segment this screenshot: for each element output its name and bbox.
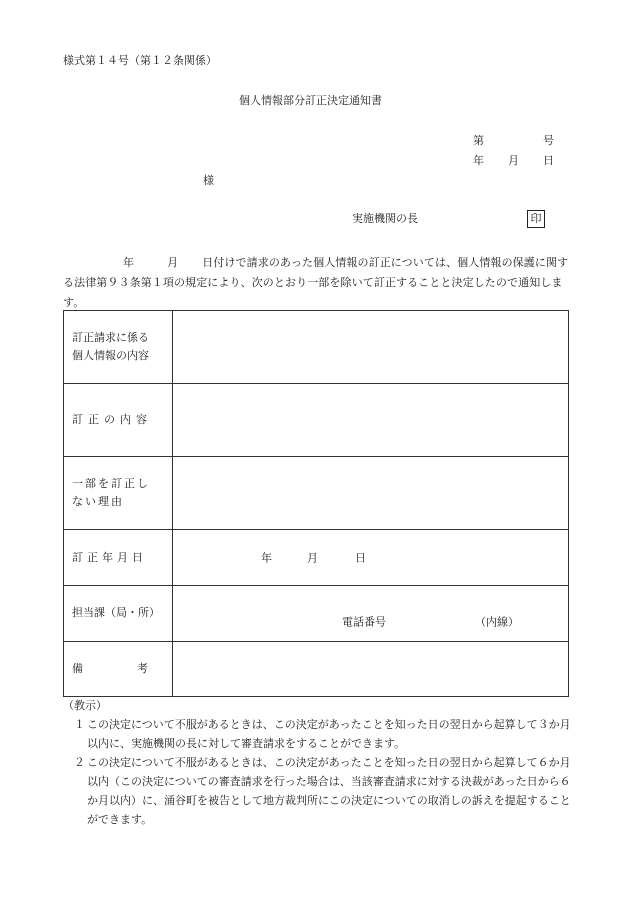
note-item: １ この決定について不服があるときは、この決定があったことを知った日の翌日から起算して３か月以内に、実施機関の長に対して審査請求をすることができます。 bbox=[74, 718, 571, 750]
intro-year: 年 bbox=[123, 256, 135, 269]
notes-heading: （教示） bbox=[63, 699, 107, 712]
table-row bbox=[64, 586, 569, 642]
row-label-department: 担当課（局・所） bbox=[64, 586, 173, 642]
intro-paragraph bbox=[63, 253, 571, 313]
recipient-suffix: 様 bbox=[203, 174, 214, 187]
form-table bbox=[63, 310, 569, 697]
correction-month: 月 bbox=[307, 551, 318, 564]
extension-label: （内線） bbox=[475, 615, 519, 629]
table-row bbox=[64, 384, 569, 457]
doc-number-suffix: 号 bbox=[543, 134, 554, 147]
row-value-refusal-reason bbox=[173, 457, 569, 530]
intro-text: 日付けで請求のあった個人情報の訂正については、個人情報の保護に関する法律第９３条第１項の規定により、次のとおり一部を除いて訂正することと決定したので通知します。 bbox=[63, 256, 569, 309]
issue-day: 日 bbox=[543, 154, 554, 167]
issue-year: 年 bbox=[473, 154, 484, 167]
table-row bbox=[64, 530, 569, 586]
row-value-remarks bbox=[173, 642, 569, 697]
row-label-refusal-reason: 一部を訂正しない理由 bbox=[64, 457, 173, 530]
table-row bbox=[64, 642, 569, 697]
doc-number-prefix: 第 bbox=[473, 134, 484, 147]
seal-mark: 印 bbox=[527, 210, 545, 228]
form-number: 様式第１４号（第１２条関係） bbox=[63, 54, 217, 67]
instruction-notes bbox=[63, 696, 573, 829]
row-value-correction-content bbox=[173, 384, 569, 457]
table-row bbox=[64, 457, 569, 530]
issuer-title: 実施機関の長 bbox=[352, 212, 418, 225]
intro-month: 月 bbox=[167, 256, 179, 269]
row-label-correction-content: 訂正の内容 bbox=[64, 384, 173, 457]
phone-label: 電話番号 bbox=[342, 615, 386, 629]
row-label-correction-date: 訂正年月日 bbox=[64, 530, 173, 586]
row-value-department bbox=[173, 586, 569, 642]
correction-day: 日 bbox=[355, 551, 366, 564]
table-row bbox=[64, 311, 569, 384]
row-label-remarks: 備 考 bbox=[64, 642, 173, 697]
row-value-request-content bbox=[173, 311, 569, 384]
row-label-request-content: 訂正請求に係る個人情報の内容 bbox=[64, 311, 173, 384]
row-value-correction-date bbox=[173, 530, 569, 586]
issue-month: 月 bbox=[508, 154, 519, 167]
correction-year: 年 bbox=[261, 551, 272, 564]
document-title: 個人情報部分訂正決定通知書 bbox=[239, 94, 382, 107]
note-item: ２ この決定について不服があるときは、この決定があったことを知った日の翌日から起算して６か月以内（この決定についての審査請求を行った場合は、当該審査請求に対する決裁があった日から６か月以内）に、涌谷町を被告として地方裁判所にこの決定についての取消しの訴えを提起することができます。 bbox=[74, 756, 571, 826]
